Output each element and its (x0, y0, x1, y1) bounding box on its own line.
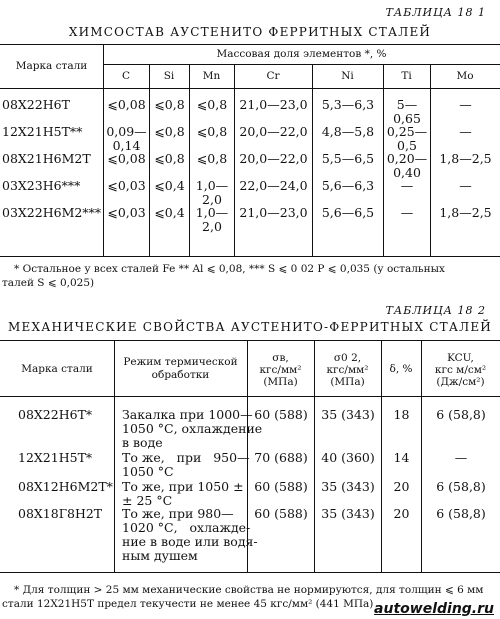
table-1-header-rule (0, 88, 500, 89)
table-1-cell-grade: 08Х22Н6Т (2, 97, 70, 112)
table-1-col-ti: Ti (401, 70, 412, 82)
watermark-link[interactable]: autowelding.ru (374, 601, 494, 617)
table-2-cell-sigma-02: 35 (343) (321, 479, 375, 494)
table-1-cell-c: ⩽0,08 (107, 151, 146, 166)
table-1-cell-si: ⩽0,8 (154, 124, 185, 139)
table-1-top-rule (0, 44, 500, 45)
table-2-cell-sigma-b: 60 (588) (254, 479, 308, 494)
table-1-number: ТАБЛИЦА 18 1 (385, 6, 486, 19)
table-1-cell-si: ⩽0,4 (154, 205, 185, 220)
table-2-cell-mode: То же, при 950— 1050 °С (122, 450, 250, 479)
table-2-sigma-b-header-3: (МПа) (263, 376, 298, 388)
table-2-sigma-b-header-2: кгс/мм² (259, 364, 302, 376)
table-2-footnote-line-1: * Для толщин > 25 мм механические свойства не нормируются, для толщин ⩽ 6 мм (14, 584, 484, 596)
table-2-cell-delta: 20 (393, 479, 410, 494)
table-1-footnote-line-1: * Остальное у всех сталей Fe ** Al ⩽ 0,08, *** S ⩽ 0 02 P ⩽ 0,035 (у остальных (14, 263, 445, 275)
table-2-cell-kcu: 6 (58,8) (436, 479, 486, 494)
table-2-cell-mode: То же, при 980— 1020 °С, охлажде- ние в воде или водя- ным душем (122, 506, 258, 563)
table-1-grade-header: Марка стали (15, 60, 88, 72)
table-1-cell-mo: — (459, 124, 472, 139)
table-2-number: ТАБЛИЦА 18 2 (385, 304, 486, 317)
table-1-col-ni: Ni (341, 70, 354, 82)
table-2-top-rule (0, 340, 500, 341)
table-2-cell-mode: То же, при 1050 ± ± 25 °С (122, 479, 244, 508)
table-1-cell-ni: 5,3—6,3 (321, 97, 375, 112)
table-2-grade-header: Марка стали (21, 363, 93, 375)
table-1-mass-header: Массовая доля элементов *, % (216, 48, 387, 60)
table-1-cell-si: ⩽0,8 (154, 97, 185, 112)
table-2-cell-grade: 08Х18Г8Н2Т (18, 506, 103, 521)
table-1-cell-si: ⩽0,4 (154, 178, 185, 193)
table-1-cell-cr: 21,0—23,0 (239, 205, 308, 220)
table-2-kcu-header-3: (Дж/см²) (436, 376, 485, 388)
table-1-cell-cr: 20,0—22,0 (239, 124, 308, 139)
table-2-sigma-02-header-3: (МПа) (330, 376, 365, 388)
table-1-cell-ti: 0,25— 0,5 (386, 124, 428, 153)
table-1-cell-grade: 12Х21Н5Т** (2, 124, 83, 139)
table-1-cell-mn: 1,0— 2,0 (195, 178, 229, 207)
table-1-cell-mn: 1,0— 2,0 (195, 205, 229, 234)
table-1-cell-si: ⩽0,8 (154, 151, 185, 166)
table-1-cell-ni: 5,6—6,3 (321, 178, 375, 193)
table-2-cell-grade: 08Х12Н6М2Т* (18, 479, 113, 494)
table-1-cell-cr: 22,0—24,0 (239, 178, 308, 193)
table-2-mode-header-2: обработки (151, 369, 210, 381)
table-2-mode-header-1: Режим термической (123, 356, 238, 368)
table-2-cell-delta: 14 (393, 450, 410, 465)
table-1-cell-ni: 4,8—5,8 (321, 124, 375, 139)
table-1-cell-grade: 08Х21Н6М2Т (2, 151, 91, 166)
table-2-cell-kcu: — (454, 450, 468, 465)
table-2-cell-kcu: 6 (58,8) (436, 407, 486, 422)
table-1-col-mn: Mn (202, 70, 221, 82)
table-2-kcu-header-2: кгс м/см² (434, 364, 487, 376)
table-1-cell-ni: 5,5—6,5 (321, 151, 375, 166)
table-2-sigma-02-header-1: σ0 2, (333, 352, 362, 364)
table-1-cell-ti: — (400, 178, 414, 193)
table-1-cell-mo: 1,8—2,5 (439, 205, 492, 220)
table-2-footnote-line-2: стали 12Х21Н5Т предел текучести не менее 45 кгс/мм² (441 МПа) (2, 598, 374, 610)
table-1-cell-ti: — (400, 205, 414, 220)
table-1-cell-mn: ⩽0,8 (196, 124, 228, 139)
table-2-cell-sigma-02: 35 (343) (321, 506, 375, 521)
table-1-cell-ti: 0,20— 0,40 (386, 151, 428, 180)
table-1-bottom-rule (0, 256, 500, 257)
table-2-sigma-b-header-1: σв, (272, 352, 289, 364)
table-2-delta-header: δ, % (389, 363, 413, 375)
table-1-cell-grade: 03Х22Н6М2*** (2, 205, 102, 220)
table-1-cell-cr: 21,0—23,0 (239, 97, 308, 112)
table-1-cell-ni: 5,6—6,5 (321, 205, 375, 220)
table-1-subheader-rule (103, 64, 500, 65)
table-1-cell-c: ⩽0,08 (107, 97, 146, 112)
table-2-cell-sigma-02: 35 (343) (321, 407, 375, 422)
table-1-cell-ti: 5— 0,65 (393, 97, 421, 126)
table-1-col-cr: Cr (266, 70, 280, 82)
table-1-title: ХИМСОСТАВ АУСТЕНИТО ФЕРРИТНЫХ СТАЛЕЙ (68, 25, 432, 39)
table-2-cell-sigma-02: 40 (360) (321, 450, 375, 465)
table-1-cell-cr: 20,0—22,0 (239, 151, 308, 166)
table-2-cell-mode: Закалка при 1000— 1050 °С, охлаждение в воде (122, 407, 263, 450)
table-1-cell-c: ⩽0,03 (107, 205, 146, 220)
table-2-kcu-header-1: KCU, (447, 352, 474, 364)
table-1-cell-c: 0,09— 0,14 (106, 124, 147, 153)
table-2-cell-kcu: 6 (58,8) (436, 506, 486, 521)
table-2-cell-sigma-b: 70 (688) (254, 450, 308, 465)
table-2-cell-delta: 18 (393, 407, 410, 422)
table-1-cell-grade: 03Х23Н6*** (2, 178, 81, 193)
table-2-bottom-rule (0, 572, 500, 573)
table-1-cell-mo: — (459, 97, 472, 112)
table-1-col-si: Si (163, 70, 175, 82)
table-2-header-rule (0, 396, 500, 397)
table-1-cell-mo: 1,8—2,5 (439, 151, 492, 166)
table-2-cell-grade: 12Х21Н5Т* (18, 450, 93, 465)
table-1-footnote-line-2: талей S ⩽ 0,025) (2, 277, 95, 289)
table-1-col-c: C (121, 70, 131, 82)
table-2-cell-sigma-b: 60 (588) (254, 407, 308, 422)
table-2-cell-delta: 20 (393, 506, 410, 521)
table-1-cell-mo: — (459, 178, 472, 193)
table-1-cell-mn: ⩽0,8 (196, 151, 228, 166)
table-2-cell-sigma-b: 60 (588) (254, 506, 308, 521)
table-2-sigma-02-header-2: кгс/мм² (326, 364, 369, 376)
table-1-cell-mn: ⩽0,8 (196, 97, 228, 112)
table-1-cell-c: ⩽0,03 (107, 178, 146, 193)
table-1-col-mo: Mo (456, 70, 474, 82)
table-2-cell-grade: 08Х22Н6Т* (18, 407, 93, 422)
table-2-title: МЕХАНИЧЕСКИЕ СВОЙСТВА АУСТЕНИТО-ФЕРРИТНЫХ СТАЛЕЙ (8, 320, 492, 334)
